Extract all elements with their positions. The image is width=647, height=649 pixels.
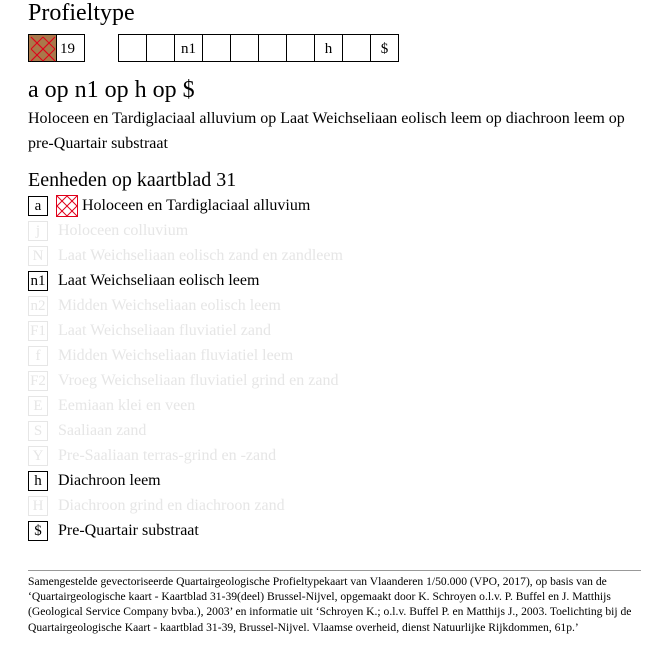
unit-item-E [28,393,628,418]
unit-code: F2 [28,371,48,391]
unit-label: Saaliaan zand [58,421,147,439]
unit-item-a [28,193,628,218]
profile-cell-code: 19 [56,34,85,62]
profile-cell: n1 [174,34,203,62]
unit-code: F1 [28,321,48,341]
unit-label: Diachroon leem [58,471,161,489]
unit-code: n1 [28,271,48,291]
red-cross-hatch-icon [56,195,78,217]
unit-item-S [28,418,628,443]
unit-code: f [28,346,48,366]
unit-code: j [28,221,48,241]
unit-label: Vroeg Weichseliaan fluviatiel grind en zand [58,371,339,389]
profile-formula: a op n1 op h op $ [28,77,195,103]
unit-item-n1 [28,268,628,293]
unit-item-f [28,343,628,368]
page-title: Profieltype [28,0,135,26]
footer-divider [28,570,641,571]
unit-code: H [28,496,48,516]
section-title: Eenheden op kaartblad 31 [28,169,237,191]
unit-label: Holoceen en Tardiglaciaal alluvium [82,196,311,214]
unit-code: n2 [28,296,48,316]
profile-bar-sequence [118,34,398,63]
unit-label: Laat Weichseliaan eolisch leem [58,271,260,289]
unit-item-n2 [28,293,628,318]
profile-cell: h [314,34,343,62]
unit-item-h [28,468,628,493]
unit-code: Y [28,446,48,466]
unit-code: N [28,246,48,266]
unit-label: Laat Weichseliaan fluviatiel zand [58,321,271,339]
unit-code: a [28,196,48,216]
unit-label: Diachroon grind en diachroon zand [58,496,285,514]
source-citation: Samengestelde gevectoriseerde Quartairgeologische Profieltypekaart van Vlaanderen 1/50.000 (VPO, 2017), op basis van de ‘Quartairgeologische kaart - Kaartblad 31-39(deel) Brussel-Nijvel, opgemaakt door K. Schroyen o.l.v. P. Buffel en J. Matthijs (Geological Service Company bvba.), 2003’ en informatie uit ‘Schroyen K.; o.l.v. Buffel P. en Matthijs J., 2003. Toelichting bij de Quartairgeologische Kaart - kaartblad 31-39, Brussel-Nijvel. Vlaamse overheid, dienst Natuurlijke Rijkdommen, 61p.’ [28,575,632,634]
unit-item-F2 [28,368,628,393]
profile-cell: $ [370,34,399,62]
profile-cell [286,34,315,62]
unit-item-F1 [28,318,628,343]
unit-code: h [28,471,48,491]
unit-label: Eemiaan klei en veen [58,396,196,414]
profile-cell [230,34,259,62]
unit-label: Midden Weichseliaan fluviatiel leem [58,346,294,364]
profile-bar-primary [28,34,84,63]
profile-description: Holoceen en Tardiglaciaal alluvium op Laat Weichseliaan eolisch leem op diachroon leem op pre-Quartair substraat [28,110,625,152]
unit-code: S [28,421,48,441]
unit-label: Laat Weichseliaan eolisch zand en zandleem [58,246,343,264]
profile-cell [258,34,287,62]
profile-cell [342,34,371,62]
unit-list [28,193,628,543]
unit-label: Pre-Quartair substraat [58,521,199,539]
profile-cell [146,34,175,62]
unit-code: E [28,396,48,416]
unit-code: $ [28,521,48,541]
unit-label: Holoceen colluvium [58,221,189,239]
profile-cell [118,34,147,62]
unit-label: Pre-Saaliaan terras-grind en -zand [58,446,277,464]
unit-label: Midden Weichseliaan eolisch leem [58,296,281,314]
unit-item-H [28,493,628,518]
unit-item-N [28,243,628,268]
unit-item-Y [28,443,628,468]
cross-hatch-icon [29,35,57,63]
profile-cell [202,34,231,62]
unit-item-dollar [28,518,628,543]
unit-item-j [28,218,628,243]
profile-cell-alluvium-swatch [28,34,57,62]
